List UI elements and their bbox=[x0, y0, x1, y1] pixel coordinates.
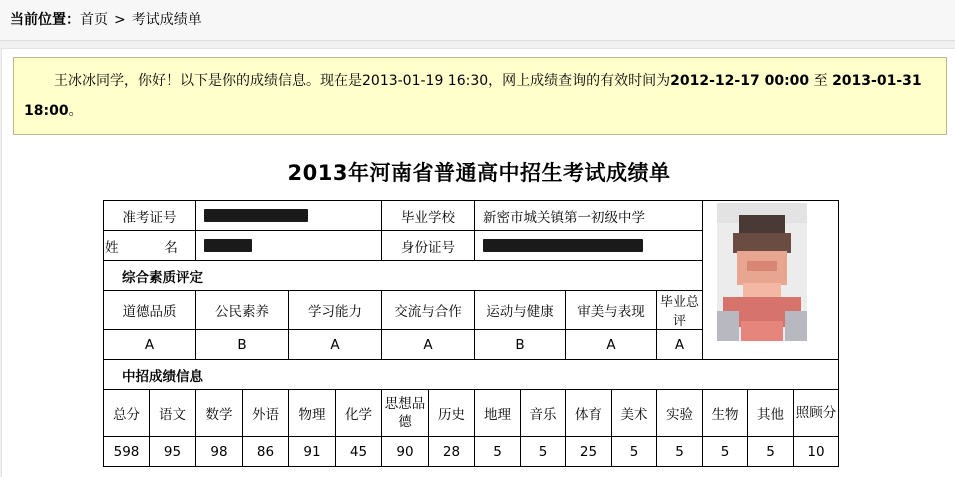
breadcrumb-separator: > bbox=[114, 12, 126, 28]
score-header: 其他 bbox=[748, 390, 794, 437]
quality-value: B bbox=[475, 330, 566, 360]
quality-header: 运动与健康 bbox=[475, 291, 566, 330]
score-value: 95 bbox=[150, 437, 196, 467]
score-value: 10 bbox=[794, 437, 839, 467]
notice-greeting: 王冰冰同学，你好！以下是你的成绩信息。现在是2013-01-19 16:30，网上成绩查询的有效时间为 bbox=[54, 73, 671, 89]
report-title: 2013年河南省普通高中招生考试成绩单 bbox=[287, 161, 671, 185]
breadcrumb-current: 考试成绩单 bbox=[131, 12, 202, 28]
redacted-exam-id bbox=[204, 209, 308, 222]
score-header: 生物 bbox=[703, 390, 748, 437]
name-label bbox=[104, 231, 196, 261]
score-header: 实验 bbox=[657, 390, 703, 437]
notice-end-time: 2013-01-31 18:00 bbox=[24, 73, 922, 119]
score-value: 598 bbox=[104, 437, 150, 467]
score-section-title: 中招成绩信息 bbox=[104, 360, 839, 390]
quality-value: A bbox=[657, 330, 703, 360]
score-header: 总分 bbox=[104, 390, 150, 437]
score-value: 5 bbox=[703, 437, 748, 467]
breadcrumb-home-link[interactable]: 首页 bbox=[80, 12, 108, 28]
score-header: 地理 bbox=[475, 390, 521, 437]
score-value: 5 bbox=[475, 437, 521, 467]
quality-header: 审美与表现 bbox=[566, 291, 657, 330]
quality-header: 公民素养 bbox=[196, 291, 289, 330]
score-header: 历史 bbox=[429, 390, 475, 437]
score-value: 25 bbox=[566, 437, 612, 467]
quality-header: 毕业总评 bbox=[657, 291, 703, 330]
score-header: 语文 bbox=[150, 390, 196, 437]
exam-id-label: 准考证号 bbox=[104, 201, 196, 231]
score-value: 5 bbox=[612, 437, 657, 467]
score-header: 数学 bbox=[196, 390, 243, 437]
name-value bbox=[196, 231, 382, 261]
quality-header: 道德品质 bbox=[104, 291, 196, 330]
grade-table bbox=[103, 200, 839, 467]
score-value: 86 bbox=[243, 437, 289, 467]
notice-to: 至 bbox=[809, 73, 833, 89]
score-value: 28 bbox=[429, 437, 475, 467]
quality-section-title: 综合素质评定 bbox=[104, 261, 703, 291]
quality-header: 交流与合作 bbox=[382, 291, 475, 330]
quality-value: A bbox=[289, 330, 382, 360]
quality-value: A bbox=[104, 330, 196, 360]
notice-box bbox=[13, 57, 947, 135]
score-value: 45 bbox=[336, 437, 382, 467]
quality-value: A bbox=[566, 330, 657, 360]
photo-cell bbox=[703, 201, 839, 360]
score-header: 物理 bbox=[289, 390, 336, 437]
main-content bbox=[1, 48, 955, 477]
score-header: 化学 bbox=[336, 390, 382, 437]
score-header: 思想品德 bbox=[382, 390, 429, 437]
notice-end-punct: 。 bbox=[68, 103, 83, 119]
score-value: 90 bbox=[382, 437, 429, 467]
score-value: 5 bbox=[748, 437, 794, 467]
score-value: 91 bbox=[289, 437, 336, 467]
score-header: 音乐 bbox=[521, 390, 566, 437]
quality-value: A bbox=[382, 330, 475, 360]
school-label: 毕业学校 bbox=[382, 201, 475, 231]
breadcrumb-bar bbox=[0, 0, 955, 41]
name-label-text: 姓 名 bbox=[104, 239, 195, 256]
score-header: 照顾分 bbox=[794, 390, 839, 437]
id-card-value bbox=[475, 231, 703, 261]
score-value: 5 bbox=[657, 437, 703, 467]
school-value: 新密市城关镇第一初级中学 bbox=[475, 201, 703, 231]
score-header: 体育 bbox=[566, 390, 612, 437]
quality-header: 学习能力 bbox=[289, 291, 382, 330]
score-value: 98 bbox=[196, 437, 243, 467]
quality-value: B bbox=[196, 330, 289, 360]
score-header: 外语 bbox=[243, 390, 289, 437]
redacted-id-card bbox=[483, 239, 643, 252]
breadcrumb-label: 当前位置： bbox=[10, 12, 80, 28]
redacted-name bbox=[204, 239, 252, 252]
score-value: 5 bbox=[521, 437, 566, 467]
id-card-label: 身份证号 bbox=[382, 231, 475, 261]
student-photo bbox=[717, 203, 807, 341]
notice-start-time: 2012-12-17 00:00 bbox=[670, 73, 810, 89]
breadcrumb bbox=[0, 0, 955, 40]
score-header: 美术 bbox=[612, 390, 657, 437]
exam-id-value bbox=[196, 201, 382, 231]
